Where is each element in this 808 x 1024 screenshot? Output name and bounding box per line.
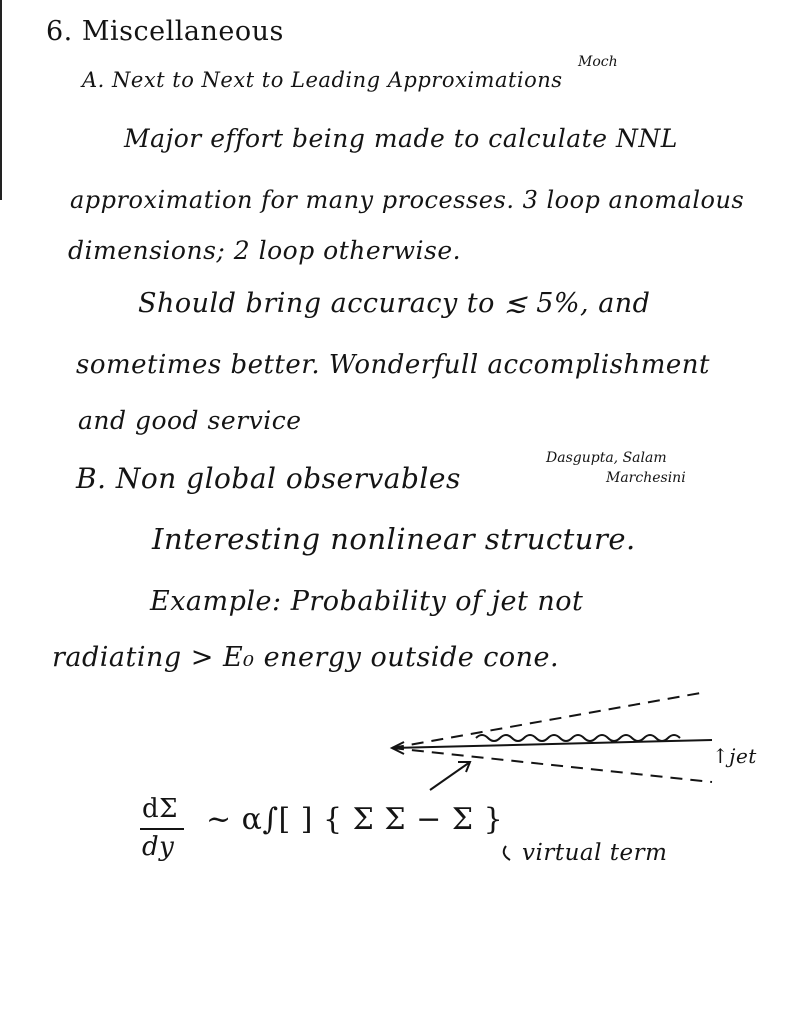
section-b-line-1: Interesting nonlinear structure. bbox=[152, 522, 636, 556]
formula-denominator: dy bbox=[142, 832, 175, 862]
virtual-term-label: virtual term bbox=[522, 840, 668, 866]
section-a-line-5: sometimes better. Wonderfull accomplishment bbox=[76, 350, 710, 380]
section-b-line-2: Example: Probability of jet not bbox=[150, 586, 584, 617]
section-b-authors-1: Dasgupta, Salam bbox=[546, 450, 667, 466]
section-b-line-3: radiating > E₀ energy outside cone. bbox=[52, 642, 560, 673]
section-a-line-2: approximation for many processes. 3 loop anomalous bbox=[70, 186, 745, 214]
section-a-line-1: Major effort being made to calculate NNL bbox=[124, 124, 678, 153]
section-a-line-6: and good service bbox=[78, 406, 302, 435]
section-a-line-4: Should bring accuracy to ≲ 5%, and bbox=[138, 288, 651, 319]
section-a-title: A. Next to Next to Leading Approximations bbox=[82, 68, 563, 92]
section-a-line-3: dimensions; 2 loop otherwise. bbox=[68, 236, 462, 265]
heading: 6. Miscellaneous bbox=[46, 16, 284, 47]
section-b-title: B. Non global observables bbox=[76, 462, 461, 495]
jet-label: ↑jet bbox=[712, 744, 757, 768]
formula-numerator: dΣ bbox=[142, 794, 179, 824]
formula-rhs: ~ α∫[ ] { Σ Σ − Σ } bbox=[206, 802, 504, 837]
section-a-superscript: Moch bbox=[578, 54, 618, 70]
section-b-authors-2: Marchesini bbox=[606, 470, 686, 486]
